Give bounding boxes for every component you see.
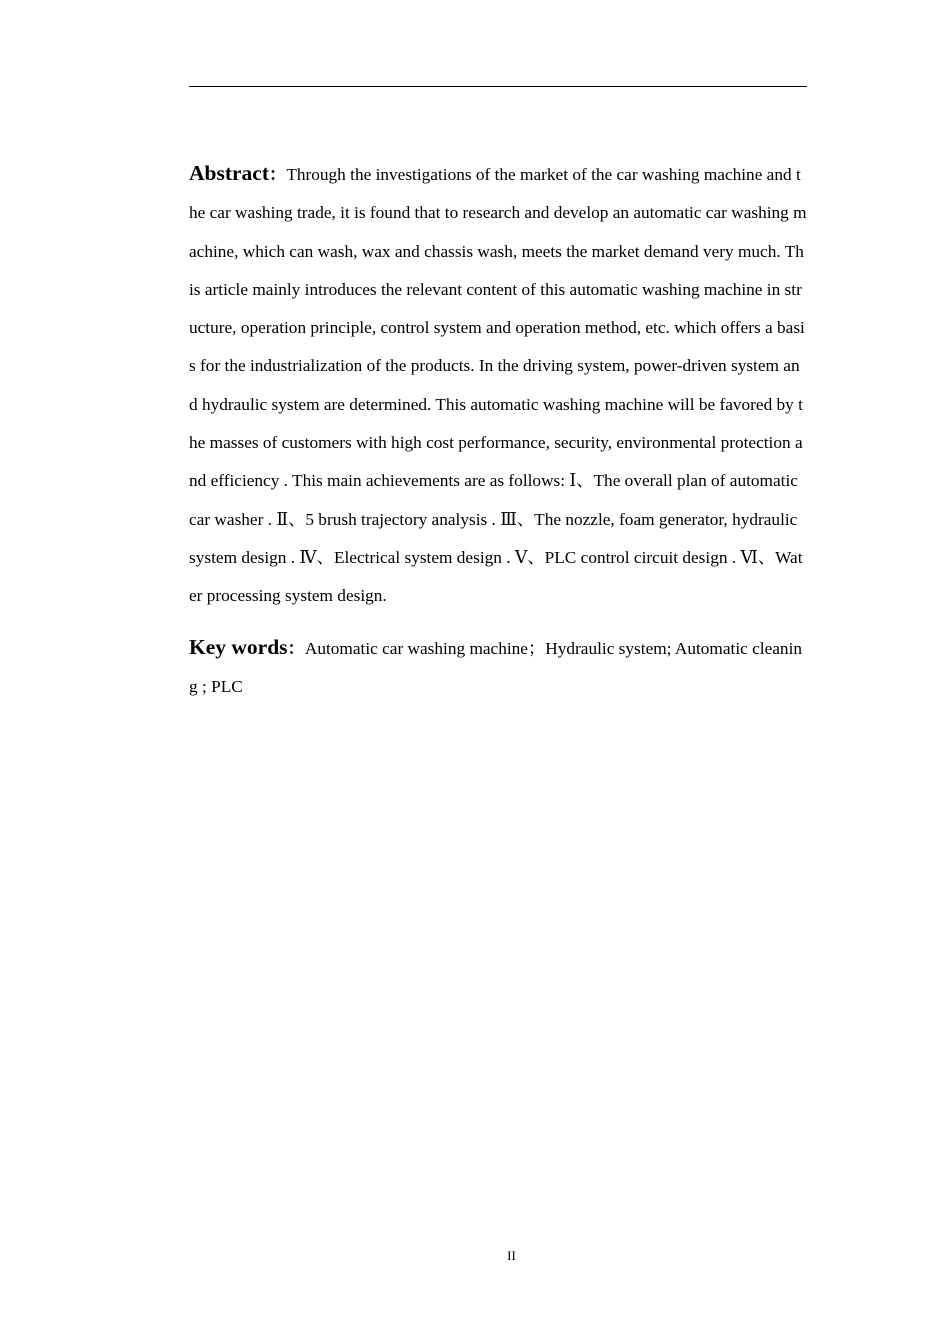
abstract-body: Through the investigations of the market of the car washing machine and the car washing trade, it is found that to research and develop an automatic car washing machine, which can wash, wax and chassis wash, meets the market demand very much. This article mainly introduces the relevant content of this automatic washing machine in structure, operation principle, control system and operation method, etc. which offers a basis for the industrialization of the products. In the driving system, power-driven system and hydraulic system are determined. This automatic washing machine will be favored by the masses of customers with high cost performance, security, environmental protection and efficiency . This main achievements are as follows: Ⅰ、The overall plan of automatic car washer . Ⅱ、5 brush trajectory analysis . Ⅲ、The nozzle, foam generator, hydraulic system design . Ⅳ、Electrical system design . Ⅴ、PLC control circuit design . Ⅵ、Water processing system design. [189,165,807,606]
keywords-heading: Key words [189,634,288,659]
abstract-section [189,154,807,706]
keywords-paragraph [189,628,807,707]
page-number: II [507,1248,516,1263]
abstract-separator: ： [269,165,287,184]
abstract-paragraph [189,154,807,616]
abstract-heading: Abstract [189,161,270,185]
keywords-separator: ： [287,638,305,658]
keywords-body: Automatic car washing machine；Hydraulic system; Automatic cleaning ; PLC [189,638,803,696]
header-rule [189,86,807,87]
